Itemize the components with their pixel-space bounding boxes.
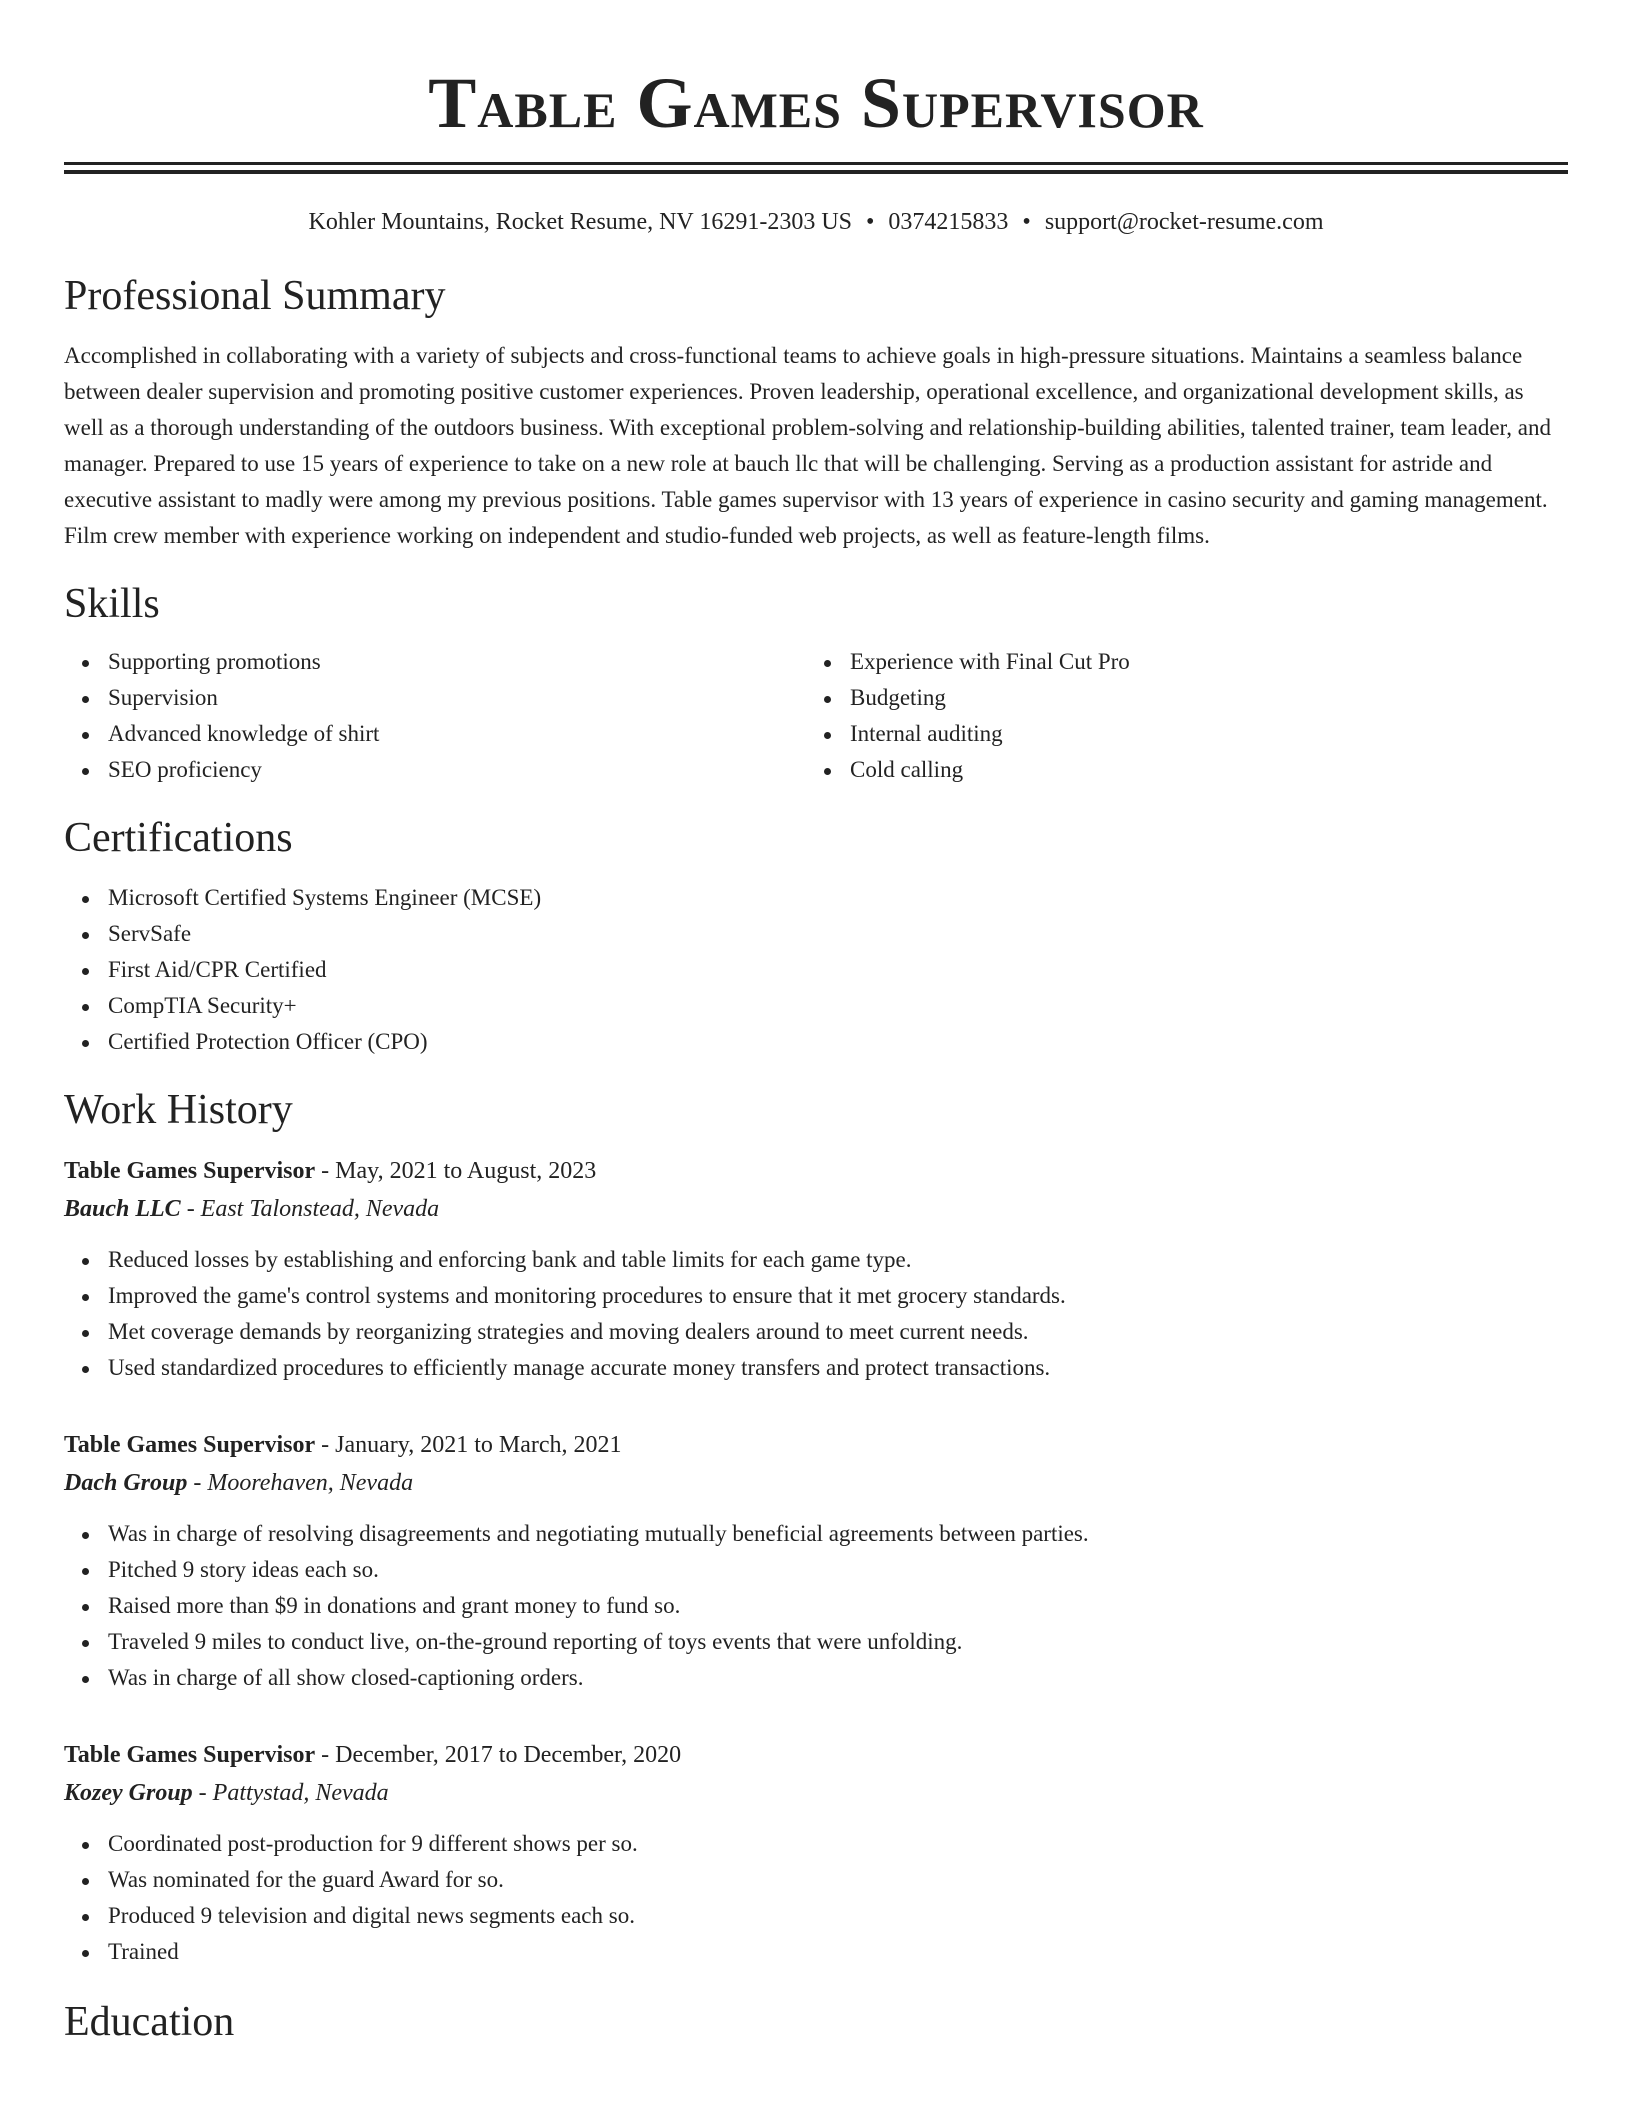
job-bullet: Traveled 9 miles to conduct live, on-the-ground reporting of toys events that were unfolding.: [108, 1624, 1568, 1660]
job-header: [64, 1152, 1568, 1190]
job-location: - East Talonstead, Nevada: [180, 1196, 440, 1222]
job-header: [64, 1426, 1568, 1464]
certification-item: CompTIA Security+: [108, 988, 1568, 1024]
contact-line: [64, 206, 1568, 238]
job-bullet: Pitched 9 story ideas each so.: [108, 1552, 1568, 1588]
job-dates: - December, 2017 to December, 2020: [315, 1742, 682, 1768]
resume-page: [64, 0, 1568, 2048]
job-bullet: Was nominated for the guard Award for so.: [108, 1862, 1568, 1898]
job-bullet: Was in charge of resolving disagreements and negotiating mutually beneficial agreements between parties.: [108, 1516, 1568, 1552]
job-company: Dach Group: [64, 1470, 188, 1496]
certification-item: ServSafe: [108, 916, 1568, 952]
skills-heading: Skills: [64, 581, 160, 627]
contact-address: Kohler Mountains, Rocket Resume, NV 16291-2303 US: [308, 209, 852, 235]
skill-item: SEO proficiency: [108, 752, 806, 788]
skill-item: Internal auditing: [850, 716, 1548, 752]
skill-item: Cold calling: [850, 752, 1548, 788]
certification-item: Certified Protection Officer (CPO): [108, 1024, 1568, 1060]
certifications-list: [64, 880, 1568, 1060]
resume-title: Table Games Supervisor: [428, 63, 1204, 143]
skill-item: Experience with Final Cut Pro: [850, 644, 1548, 680]
skills-column-left: [64, 644, 806, 788]
job-bullets: [64, 1826, 1568, 1970]
skills-list-right: [806, 644, 1548, 788]
job-company-line: [64, 1464, 1568, 1502]
summary-text: Accomplished in collaborating with a variety of subjects and cross-functional teams to achieve goals in high-pressure situations. Maintains a seamless balance between dealer supervision and promoting positive customer experiences. Proven leadership, operational excellence, and organizational development skills, as well as a thorough understanding of the outdoors business. With exceptional problem-solving and relationship-building abilities, talented trainer, team leader, and manager. Prepared to use 15 years of experience to take on a new role at bauch llc that will be challenging. Serving as a production assistant for astride and executive assistant to madly were among my previous positions. Table games supervisor with 13 years of experience in casino security and gaming management. Film crew member with experience working on independent and studio-funded web projects, as well as feature-length films.: [64, 343, 1551, 548]
certification-item: Microsoft Certified Systems Engineer (MCSE): [108, 880, 1568, 916]
summary-heading: Professional Summary: [64, 273, 446, 319]
job-company: Bauch LLC: [64, 1196, 181, 1222]
certification-item: First Aid/CPR Certified: [108, 952, 1568, 988]
certifications-heading: Certifications: [64, 815, 293, 861]
job-bullets: [64, 1516, 1568, 1696]
job-entry: [64, 1152, 1568, 1386]
job-bullet: Improved the game's control systems and monitoring procedures to ensure that it met grocery standards.: [108, 1278, 1568, 1314]
skills-list-left: [64, 644, 806, 788]
contact-separator: •: [866, 209, 875, 235]
work-history-heading: Work History: [64, 1087, 293, 1133]
title-divider-bottom: [64, 170, 1568, 174]
job-header: [64, 1736, 1568, 1774]
job-bullet: Reduced losses by establishing and enforcing bank and table limits for each game type.: [108, 1242, 1568, 1278]
job-location: - Moorehaven, Nevada: [187, 1470, 414, 1496]
job-title: Table Games Supervisor: [64, 1432, 316, 1458]
job-dates: - May, 2021 to August, 2023: [315, 1158, 597, 1184]
job-entry: [64, 1426, 1568, 1696]
job-title: Table Games Supervisor: [64, 1742, 316, 1768]
job-company-line: [64, 1190, 1568, 1228]
job-dates: - January, 2021 to March, 2021: [315, 1432, 622, 1458]
job-bullet: Raised more than $9 in donations and grant money to fund so.: [108, 1588, 1568, 1624]
skill-item: Budgeting: [850, 680, 1548, 716]
job-bullet: Produced 9 television and digital news segments each so.: [108, 1898, 1568, 1934]
job-location: - Pattystad, Nevada: [192, 1780, 389, 1806]
skill-item: Supervision: [108, 680, 806, 716]
job-company: Kozey Group: [64, 1780, 193, 1806]
contact-separator: •: [1022, 209, 1031, 235]
job-title: Table Games Supervisor: [64, 1158, 316, 1184]
job-bullet: Coordinated post-production for 9 different shows per so.: [108, 1826, 1568, 1862]
education-heading: Education: [64, 1999, 235, 2045]
contact-email[interactable]: support@rocket-resume.com: [1044, 209, 1324, 235]
skill-item: Advanced knowledge of shirt: [108, 716, 806, 752]
job-entry: [64, 1736, 1568, 1970]
job-bullet: Trained: [108, 1934, 1568, 1970]
job-bullet: Met coverage demands by reorganizing strategies and moving dealers around to meet current needs.: [108, 1314, 1568, 1350]
skill-item: Supporting promotions: [108, 644, 806, 680]
title-divider-top: [64, 162, 1568, 165]
job-bullets: [64, 1242, 1568, 1386]
skills-column-right: [806, 644, 1548, 788]
skills-grid: [64, 644, 1568, 788]
job-company-line: [64, 1774, 1568, 1812]
job-bullet: Used standardized procedures to efficiently manage accurate money transfers and protect transactions.: [108, 1350, 1568, 1386]
contact-phone: 0374215833: [888, 209, 1009, 235]
job-bullet: Was in charge of all show closed-captioning orders.: [108, 1660, 1568, 1696]
